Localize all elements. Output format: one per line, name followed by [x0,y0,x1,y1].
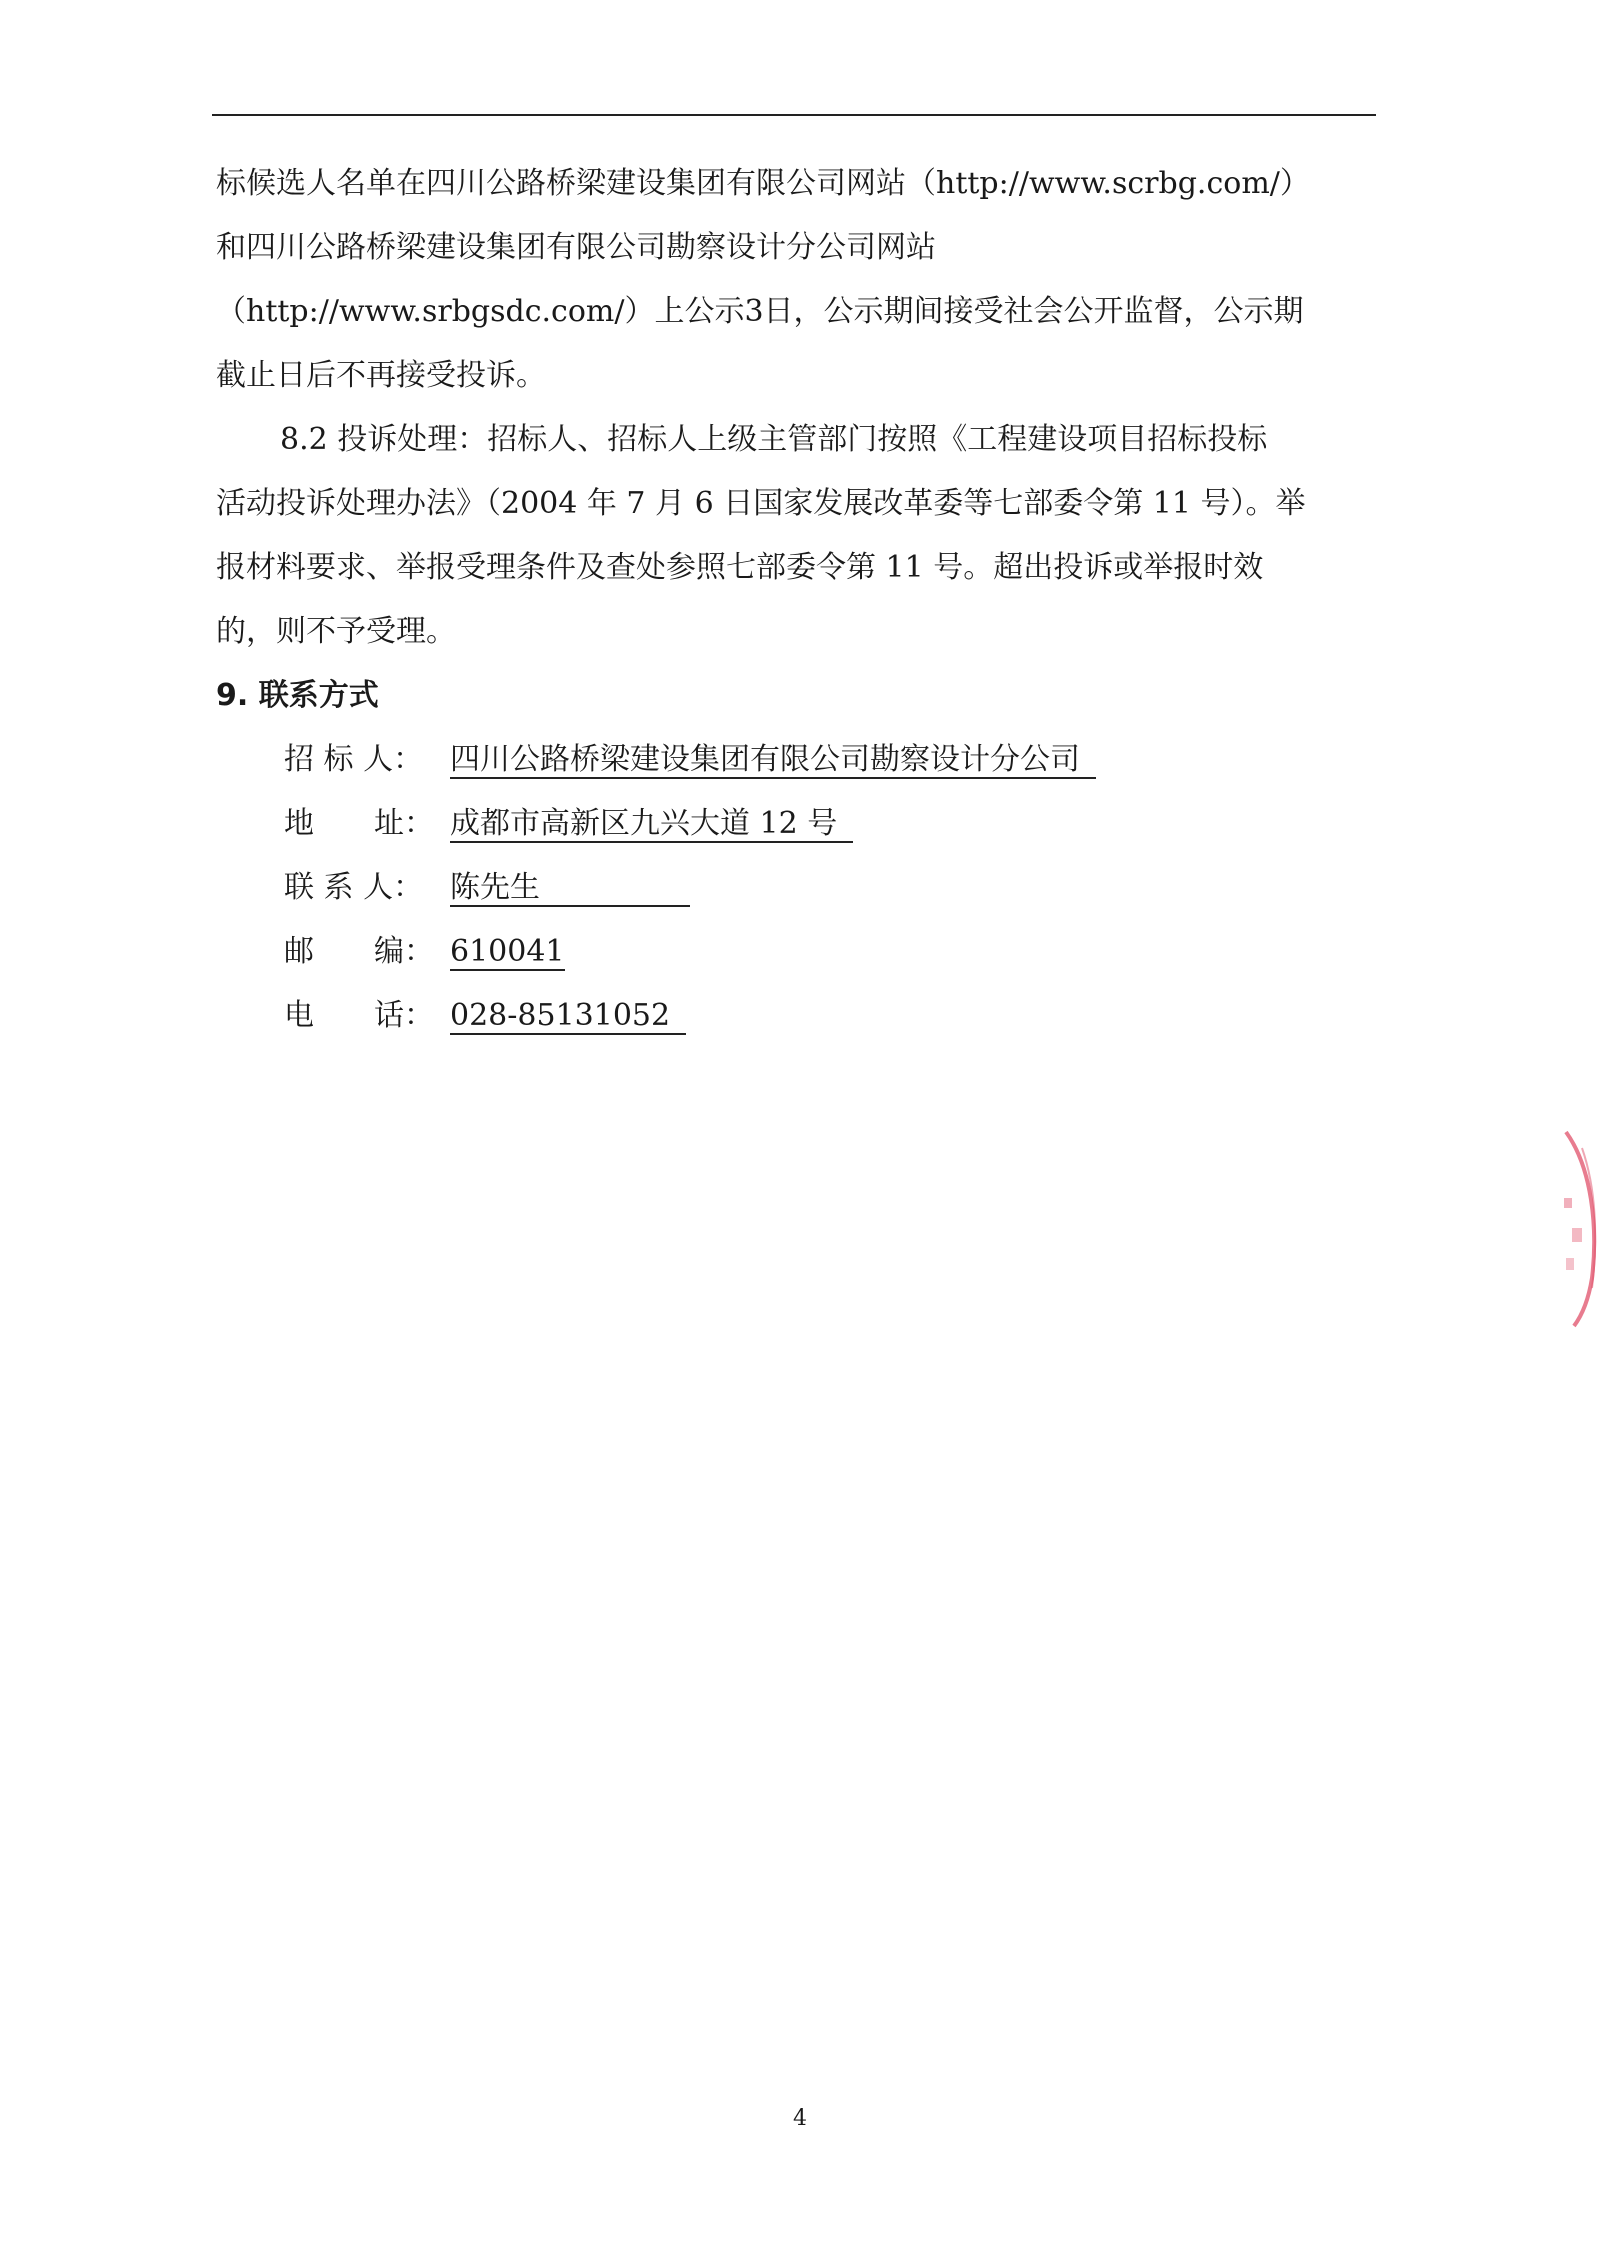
contact-label: 联 系 人： [284,870,424,905]
contact-label: 电 话： [284,998,434,1033]
contact-row-tenderer [284,728,1096,792]
text-line: 的，则不予受理。 [216,614,456,649]
section-heading: 9. 联系方式 [216,678,379,713]
contact-list [284,728,1096,1048]
contact-label: 招 标 人： [284,742,424,777]
seal-stamp-fragment [1552,1128,1600,1328]
contact-value: 610041 [450,934,565,969]
contact-row-address [284,792,1096,856]
contact-label: 地 址： [284,806,434,841]
contact-row-postcode [284,920,1096,984]
paragraph-complaint [216,408,1376,664]
paragraph-publicity [216,152,1376,408]
contact-value: 成都市高新区九兴大道 12 号 [450,807,853,843]
contact-value: 四川公路桥梁建设集团有限公司勘察设计分公司 [450,743,1096,779]
text-line: 8.2 投诉处理：招标人、招标人上级主管部门按照《工程建设项目招标投标 [280,422,1268,457]
header-rule [212,114,1376,116]
contact-label: 邮 编： [284,934,434,969]
text-line: 截止日后不再接受投诉。 [216,358,546,393]
text-line: 和四川公路桥梁建设集团有限公司勘察设计分公司网站 [216,230,936,265]
text-line: 报材料要求、举报受理条件及查处参照七部委令第 11 号。超出投诉或举报时效 [216,550,1264,585]
page-number: 4 [793,2106,807,2131]
contact-row-phone [284,984,1096,1048]
contact-value: 028-85131052 [450,999,686,1035]
text-line: 标候选人名单在四川公路桥梁建设集团有限公司网站（http://www.scrbg.com/） [216,166,1310,201]
text-line: 活动投诉处理办法》（2004 年 7 月 6 日国家发展改革委等七部委令第 11 号）。举 [216,486,1306,521]
text-line: （http://www.srbgsdc.com/）上公示3日，公示期间接受社会公开监督，公示期 [216,294,1304,329]
seal-icon [1552,1128,1600,1328]
contact-value: 陈先生 [450,871,690,907]
contact-row-person [284,856,1096,920]
